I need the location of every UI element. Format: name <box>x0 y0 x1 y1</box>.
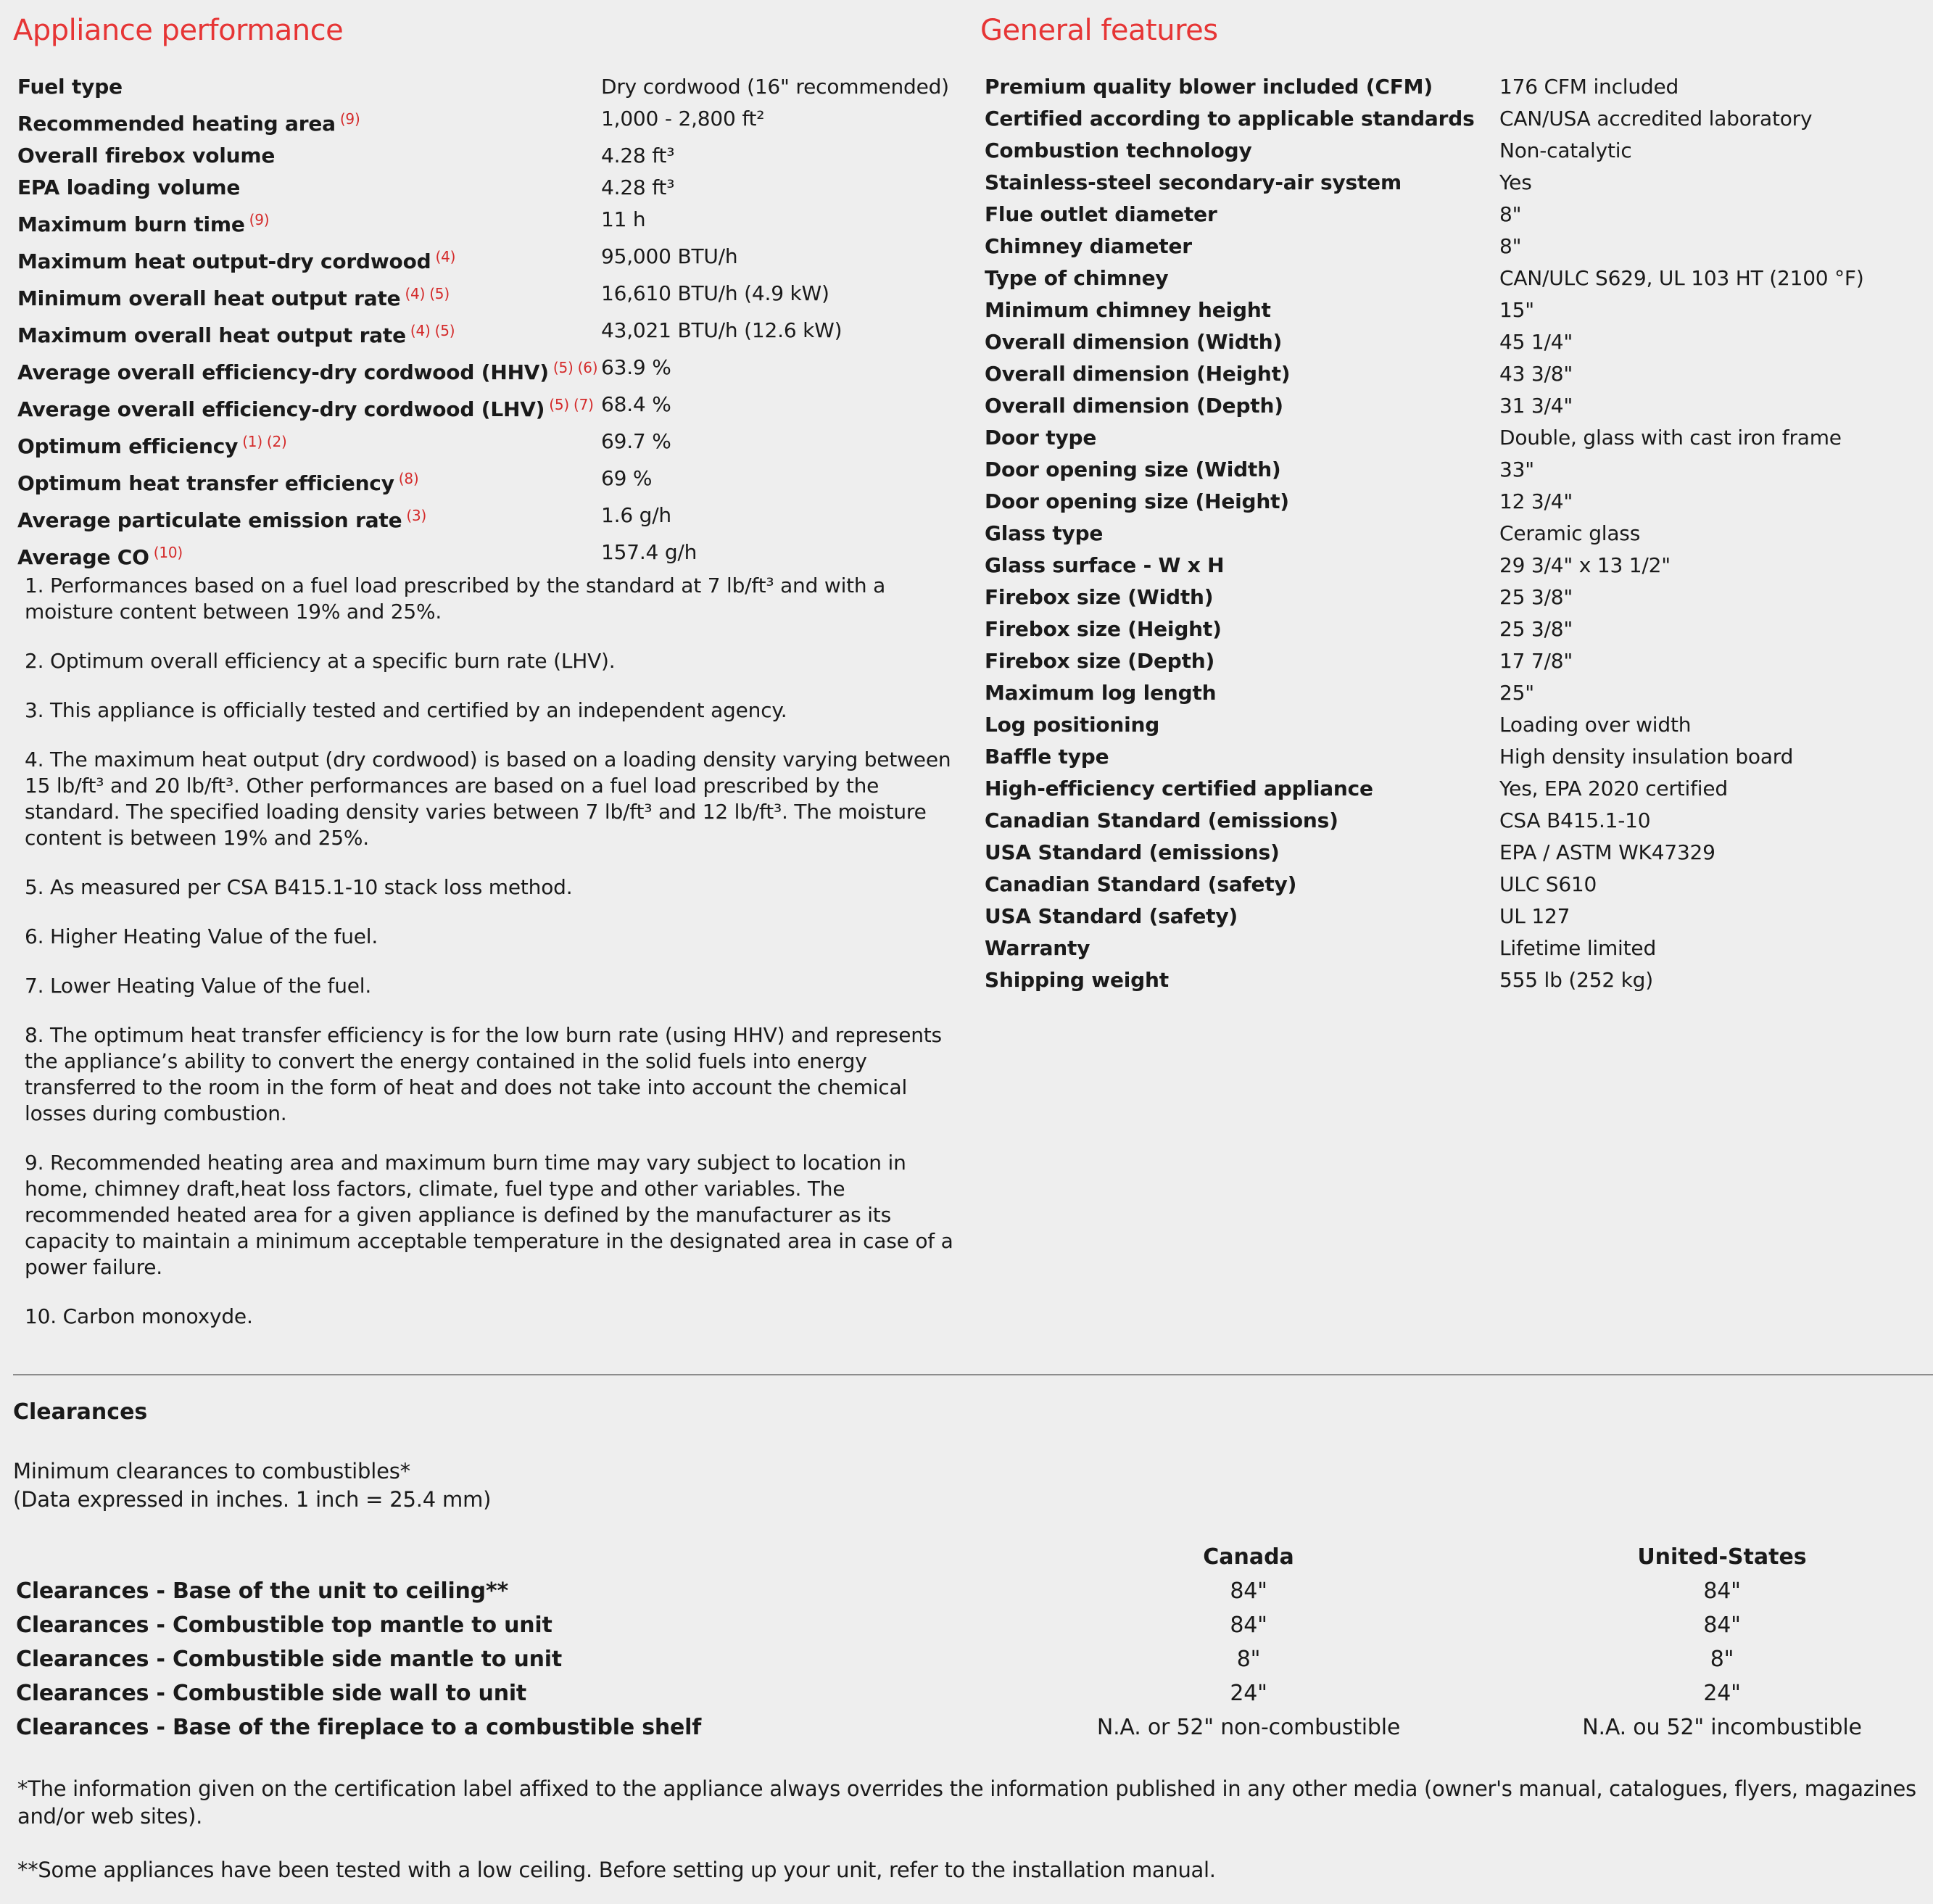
spec-value: 11 h <box>601 207 646 231</box>
clearance-label: Clearances - Combustible side mantle to unit <box>16 1647 562 1672</box>
feature-value: 45 1/4" <box>1499 330 1573 354</box>
spec-row <box>17 500 949 537</box>
clearances-subtitle-line2: (Data expressed in inches. 1 inch = 25.4 mm) <box>13 1487 492 1512</box>
feature-value: 25" <box>1499 681 1534 705</box>
spec-row <box>17 241 949 278</box>
feature-row <box>985 454 1864 486</box>
spec-value: Dry cordwood (16" recommended) <box>601 75 949 99</box>
spec-row <box>17 204 949 241</box>
feature-row <box>985 390 1864 422</box>
footnote-item: 7. Lower Heating Value of the fuel. <box>25 974 372 998</box>
footnote-ref: (5) <box>429 285 450 302</box>
feature-value: Double, glass with cast iron frame <box>1499 426 1842 450</box>
clearance-label: Clearances - Base of the unit to ceiling** <box>16 1578 508 1604</box>
spec-value: 4.28 ft³ <box>601 144 675 167</box>
feature-label: Overall dimension (Width) <box>985 330 1283 354</box>
feature-label: Overall dimension (Height) <box>985 362 1291 386</box>
spec-label-cell <box>17 241 601 278</box>
spec-label: Maximum heat output-dry cordwood <box>17 249 431 273</box>
feature-value: 25 3/8" <box>1499 617 1573 641</box>
spec-label-cell <box>17 500 601 537</box>
feature-row <box>985 550 1864 581</box>
spec-label-cell <box>17 537 601 574</box>
feature-row <box>985 231 1864 262</box>
spec-label: Minimum overall heat output rate <box>17 286 401 310</box>
feature-value: CSA B415.1-10 <box>1499 808 1651 832</box>
spec-label-cell <box>17 172 601 204</box>
feature-value: ULC S610 <box>1499 872 1597 896</box>
footnote-ref: (6) <box>577 359 598 376</box>
footnote-item: 1. Performances based on a fuel load prescribed by the standard at 7 lb/ft³ and with a moisture content between 19% and 25%. <box>25 574 886 624</box>
spec-value: 157.4 g/h <box>601 540 698 564</box>
feature-row <box>985 677 1864 709</box>
feature-value: Yes <box>1499 170 1532 194</box>
feature-value: 33" <box>1499 458 1534 481</box>
spec-row <box>17 389 949 426</box>
spec-row <box>17 71 949 103</box>
feature-row <box>985 326 1864 358</box>
clearances-subtitle <box>13 1457 491 1514</box>
feature-row <box>985 167 1864 199</box>
clearance-canada-value: N.A. or 52" non-combustible <box>1096 1715 1401 1740</box>
clearance-label: Clearances - Base of the fireplace to a combustible shelf <box>16 1715 702 1740</box>
spec-label: Average CO <box>17 545 149 569</box>
low-ceiling-footnote: **Some appliances have been tested with a low ceiling. Before setting up your unit, refer to the installation manual. <box>17 1858 1216 1882</box>
spec-label: Optimum efficiency <box>17 434 239 458</box>
feature-row <box>985 709 1864 741</box>
feature-label: Shipping weight <box>985 968 1169 992</box>
spec-label-cell <box>17 389 601 426</box>
footnote-item: 5. As measured per CSA B415.1-10 stack loss method. <box>25 875 573 899</box>
feature-row <box>985 581 1864 613</box>
footnote-ref: (7) <box>574 396 594 413</box>
spec-row <box>17 315 949 352</box>
spec-label-cell <box>17 463 601 500</box>
feature-label: USA Standard (safety) <box>985 904 1238 928</box>
clearances-header-canada: Canada <box>1203 1544 1294 1570</box>
feature-value: Lifetime limited <box>1499 936 1657 960</box>
certification-footnote: *The information given on the certification label affixed to the appliance always overrides the information published in any other media (owner's manual, catalogues, flyers, magazines and/or web sites). <box>17 1776 1916 1829</box>
clearance-usa-value: 84" <box>1703 1613 1741 1638</box>
feature-label: Type of chimney <box>985 266 1169 290</box>
feature-label: Combustion technology <box>985 138 1252 162</box>
feature-value: 17 7/8" <box>1499 649 1573 673</box>
feature-label: Firebox size (Height) <box>985 617 1222 641</box>
clearance-row <box>16 1574 1921 1608</box>
footnote-item: 9. Recommended heating area and maximum burn time may vary subject to location in home, chimney draft,heat loss factors, climate, fuel type and other variables. The recommended heated area for a given appliance is defined by the manufacturer as its capacity to maintain a minimum acceptable temperature in the designated area in case of a power failure. <box>25 1151 953 1279</box>
feature-value: Loading over width <box>1499 713 1692 737</box>
feature-value: High density insulation board <box>1499 745 1794 769</box>
feature-label: Minimum chimney height <box>985 298 1271 322</box>
spec-label: EPA loading volume <box>17 175 241 199</box>
spec-label-cell <box>17 315 601 352</box>
feature-label: Door type <box>985 426 1097 450</box>
feature-row <box>985 773 1864 805</box>
feature-row <box>985 294 1864 326</box>
feature-row <box>985 837 1864 869</box>
feature-value: EPA / ASTM WK47329 <box>1499 840 1715 864</box>
footnote-ref: (4) <box>410 322 431 339</box>
section-divider <box>13 1374 1933 1375</box>
feature-value: Ceramic glass <box>1499 521 1641 545</box>
feature-value: 15" <box>1499 298 1534 322</box>
feature-value: Yes, EPA 2020 certified <box>1499 777 1728 800</box>
feature-label: Door opening size (Height) <box>985 489 1289 513</box>
clearance-label: Clearances - Combustible side wall to unit <box>16 1681 527 1706</box>
feature-value: 31 3/4" <box>1499 394 1573 418</box>
feature-value: 43 3/8" <box>1499 362 1573 386</box>
footnote-ref: (5) <box>434 322 455 339</box>
feature-label: Chimney diameter <box>985 234 1192 258</box>
footnote-item: 10. Carbon monoxyde. <box>25 1304 253 1328</box>
feature-value: 12 3/4" <box>1499 489 1573 513</box>
footnote-ref: (2) <box>266 433 287 450</box>
footnote-ref: (5) <box>552 359 574 376</box>
feature-value: 8" <box>1499 234 1522 258</box>
spec-label-cell <box>17 278 601 315</box>
spec-label-cell <box>17 103 601 140</box>
footnote-ref: (9) <box>249 211 270 228</box>
clearances-header-row <box>16 1540 1921 1574</box>
feature-row <box>985 869 1864 901</box>
feature-value: 29 3/4" x 13 1/2" <box>1499 553 1671 577</box>
footnote-ref: (5) <box>549 396 570 413</box>
spec-label-cell <box>17 140 601 172</box>
spec-label: Maximum burn time <box>17 212 245 236</box>
appliance-performance-heading: Appliance performance <box>13 14 344 47</box>
feature-label: Stainless-steel secondary-air system <box>985 170 1402 194</box>
feature-row <box>985 71 1864 103</box>
clearances-header-blank <box>16 1540 974 1574</box>
spec-row <box>17 537 949 574</box>
spec-label-cell <box>17 71 601 103</box>
feature-label: Warranty <box>985 936 1090 960</box>
spec-row <box>17 426 949 463</box>
performance-footnotes <box>25 573 956 1353</box>
footnote-ref: (8) <box>398 470 419 487</box>
feature-label: Overall dimension (Depth) <box>985 394 1283 418</box>
footnote-item: 2. Optimum overall efficiency at a specific burn rate (LHV). <box>25 649 616 673</box>
spec-value: 69.7 % <box>601 429 671 453</box>
spec-label-cell <box>17 352 601 389</box>
clearances-table <box>16 1540 1921 1744</box>
feature-label: Premium quality blower included (CFM) <box>985 75 1433 99</box>
spec-row <box>17 172 949 204</box>
feature-label: Log positioning <box>985 713 1160 737</box>
feature-label: Glass surface - W x H <box>985 553 1225 577</box>
footnote-ref: (10) <box>153 544 183 561</box>
feature-row <box>985 422 1864 454</box>
spec-label-cell <box>17 426 601 463</box>
spec-value: 16,610 BTU/h (4.9 kW) <box>601 281 829 305</box>
feature-label: Glass type <box>985 521 1104 545</box>
spec-value: 43,021 BTU/h (12.6 kW) <box>601 318 843 342</box>
spec-row <box>17 463 949 500</box>
footnote-ref: (4) <box>435 248 456 265</box>
clearance-row <box>16 1642 1921 1676</box>
spec-row <box>17 278 949 315</box>
spec-row <box>17 140 949 172</box>
feature-value: 176 CFM included <box>1499 75 1679 99</box>
feature-row <box>985 964 1864 996</box>
feature-row <box>985 199 1864 231</box>
clearances-subtitle-line1: Minimum clearances to combustibles* <box>13 1459 410 1483</box>
feature-row <box>985 518 1864 550</box>
clearances-heading: Clearances <box>13 1399 148 1425</box>
spec-value: 4.28 ft³ <box>601 175 675 199</box>
feature-value: CAN/USA accredited laboratory <box>1499 107 1813 131</box>
spec-label: Maximum overall heat output rate <box>17 323 406 347</box>
feature-label: Door opening size (Width) <box>985 458 1281 481</box>
footnote-item: 4. The maximum heat output (dry cordwood) is based on a loading density varying between 15 lb/ft³ and 20 lb/ft³. Other performances are based on a fuel load prescribed by the standard. The specified loading density varies between 7 lb/ft³ and 12 lb/ft³. The moisture content is between 19% and 25%. <box>25 748 951 850</box>
feature-row <box>985 932 1864 964</box>
footnote-item: 8. The optimum heat transfer efficiency is for the low burn rate (using HHV) and represents the appliance’s ability to convert the energy contained in the solid fuels into energy transferred to the room in the form of heat and does not take into account the chemical losses during combustion. <box>25 1023 942 1125</box>
spec-label: Average overall efficiency-dry cordwood (HHV) <box>17 360 549 384</box>
clearance-row <box>16 1710 1921 1744</box>
feature-label: Flue outlet diameter <box>985 202 1217 226</box>
clearances-header-usa: United-States <box>1637 1544 1807 1570</box>
feature-row <box>985 262 1864 294</box>
general-features-table <box>985 71 1864 996</box>
clearance-canada-value: 84" <box>1230 1578 1267 1604</box>
feature-label: USA Standard (emissions) <box>985 840 1280 864</box>
spec-label: Average overall efficiency-dry cordwood (LHV) <box>17 397 545 421</box>
general-features-heading: General features <box>980 14 1218 47</box>
spec-label: Average particulate emission rate <box>17 508 402 532</box>
clearance-usa-value: 84" <box>1703 1578 1741 1604</box>
feature-value: 8" <box>1499 202 1522 226</box>
spec-label: Fuel type <box>17 75 123 99</box>
spec-row <box>17 103 949 140</box>
feature-label: Canadian Standard (emissions) <box>985 808 1338 832</box>
clearance-usa-value: 24" <box>1703 1681 1741 1706</box>
feature-row <box>985 805 1864 837</box>
spec-label: Overall firebox volume <box>17 144 276 167</box>
spec-value: 68.4 % <box>601 392 671 416</box>
spec-value: 1,000 - 2,800 ft² <box>601 107 765 131</box>
spec-row <box>17 352 949 389</box>
feature-row <box>985 358 1864 390</box>
feature-row <box>985 103 1864 135</box>
appliance-performance-table <box>17 71 949 574</box>
spec-label: Optimum heat transfer efficiency <box>17 471 394 495</box>
feature-row <box>985 486 1864 518</box>
feature-label: Maximum log length <box>985 681 1217 705</box>
feature-label: Firebox size (Width) <box>985 585 1214 609</box>
clearance-row <box>16 1676 1921 1710</box>
feature-row <box>985 741 1864 773</box>
feature-label: Canadian Standard (safety) <box>985 872 1297 896</box>
clearance-row <box>16 1608 1921 1642</box>
footnote-ref: (1) <box>242 433 262 450</box>
footnote-item: 3. This appliance is officially tested and certified by an independent agency. <box>25 698 787 722</box>
spec-value: 63.9 % <box>601 355 671 379</box>
spec-value: 1.6 g/h <box>601 503 671 527</box>
feature-row <box>985 613 1864 645</box>
spec-label: Recommended heating area <box>17 112 336 136</box>
footnote-item: 6. Higher Heating Value of the fuel. <box>25 924 378 948</box>
spec-label-cell <box>17 204 601 241</box>
clearance-canada-value: 8" <box>1236 1647 1261 1672</box>
feature-row <box>985 645 1864 677</box>
feature-value: Non-catalytic <box>1499 138 1632 162</box>
clearance-label: Clearances - Combustible top mantle to unit <box>16 1613 552 1638</box>
feature-value: 25 3/8" <box>1499 585 1573 609</box>
spec-value: 69 % <box>601 466 653 490</box>
feature-value: 555 lb (252 kg) <box>1499 968 1653 992</box>
clearance-canada-value: 84" <box>1230 1613 1267 1638</box>
footnote-ref: (9) <box>339 110 360 128</box>
clearance-usa-value: N.A. ou 52" incombustible <box>1582 1715 1862 1740</box>
clearance-usa-value: 8" <box>1710 1647 1734 1672</box>
feature-label: High-efficiency certified appliance <box>985 777 1373 800</box>
footnote-ref: (4) <box>405 285 426 302</box>
feature-row <box>985 901 1864 932</box>
clearance-canada-value: 24" <box>1230 1681 1267 1706</box>
footnote-ref: (3) <box>406 507 427 524</box>
feature-label: Certified according to applicable standards <box>985 107 1475 131</box>
feature-label: Firebox size (Depth) <box>985 649 1215 673</box>
feature-row <box>985 135 1864 167</box>
feature-value: UL 127 <box>1499 904 1570 928</box>
feature-value: CAN/ULC S629, UL 103 HT (2100 °F) <box>1499 266 1864 290</box>
spec-value: 95,000 BTU/h <box>601 244 738 268</box>
feature-label: Baffle type <box>985 745 1109 769</box>
